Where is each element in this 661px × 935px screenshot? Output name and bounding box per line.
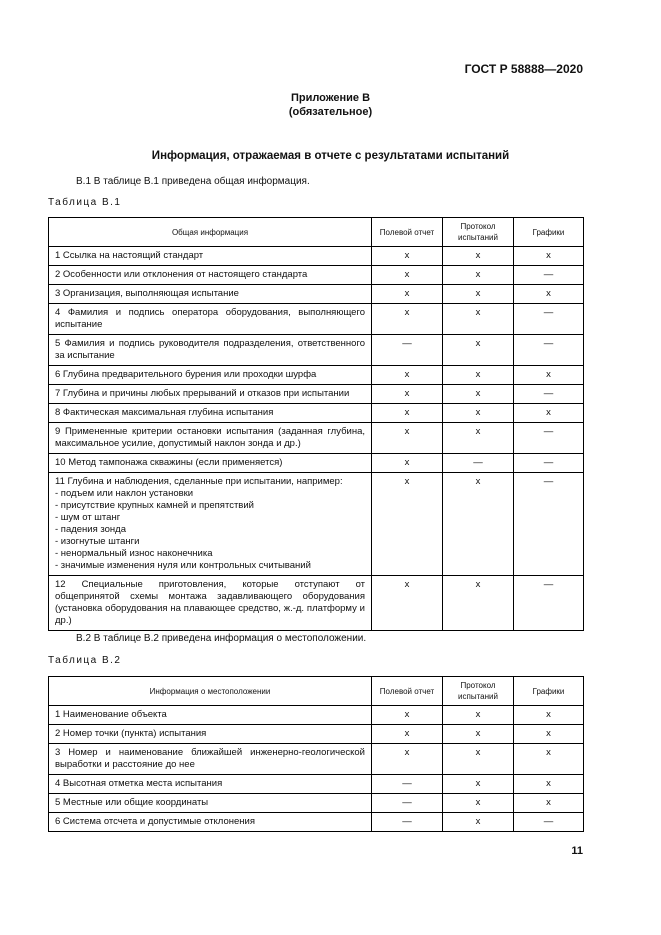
row-text: 5 Фамилия и подпись руководителя подразделения, ответственного за испытание xyxy=(55,338,365,361)
row-description xyxy=(49,454,372,473)
table-row xyxy=(49,454,584,473)
row-mark-c3: — xyxy=(514,385,584,404)
row-mark-c3: x xyxy=(514,744,584,775)
table-row xyxy=(49,304,584,335)
row-mark-c2: x xyxy=(443,576,514,631)
row-mark-c3: — xyxy=(514,335,584,366)
table-row xyxy=(49,423,584,454)
table-location-info xyxy=(48,676,584,832)
table-header-row xyxy=(49,218,584,247)
table-row xyxy=(49,285,584,304)
row-subitem: - шум от штанг xyxy=(55,512,121,523)
row-mark-c1: x xyxy=(372,385,443,404)
row-mark-c2: — xyxy=(443,454,514,473)
table-row xyxy=(49,813,584,832)
row-mark-c2: x xyxy=(443,813,514,832)
row-text: 4 Высотная отметка места испытания xyxy=(55,778,223,789)
row-mark-c3: x xyxy=(514,706,584,725)
row-text: 7 Глубина и причины любых прерываний и отказов при испытании xyxy=(55,388,350,399)
table-row xyxy=(49,266,584,285)
row-description xyxy=(49,744,372,775)
row-mark-c3: x xyxy=(514,725,584,744)
row-mark-c1: x xyxy=(372,454,443,473)
row-mark-c1: x xyxy=(372,576,443,631)
row-mark-c3: — xyxy=(514,473,584,576)
row-mark-c1: x xyxy=(372,706,443,725)
table-row xyxy=(49,744,584,775)
row-description xyxy=(49,247,372,266)
table-row xyxy=(49,335,584,366)
row-description xyxy=(49,813,372,832)
row-mark-c3: — xyxy=(514,576,584,631)
row-mark-c2: x xyxy=(443,775,514,794)
table-row xyxy=(49,247,584,266)
row-description xyxy=(49,304,372,335)
row-mark-c2: x xyxy=(443,725,514,744)
row-mark-c2: x xyxy=(443,404,514,423)
row-mark-c2: x xyxy=(443,423,514,454)
row-mark-c1: — xyxy=(372,775,443,794)
row-description xyxy=(49,794,372,813)
row-mark-c1: x xyxy=(372,285,443,304)
paragraph-b2: В.2 В таблице В.2 приведена информация о местоположении. xyxy=(76,633,367,644)
row-text: 6 Глубина предварительного бурения или проходки шурфа xyxy=(55,369,317,380)
row-mark-c1: x xyxy=(372,725,443,744)
table-row xyxy=(49,404,584,423)
row-mark-c1: — xyxy=(372,335,443,366)
row-mark-c2: x xyxy=(443,706,514,725)
table-row xyxy=(49,725,584,744)
table-row xyxy=(49,775,584,794)
row-mark-c3: — xyxy=(514,454,584,473)
col-header-protocol: Протокол испытаний xyxy=(443,218,514,247)
col-header-graphs: Графики xyxy=(514,218,584,247)
row-subitem: - подъем или наклон установки xyxy=(55,488,194,499)
row-text: 4 Фамилия и подпись оператора оборудования, выполняющего испытание xyxy=(55,307,365,330)
row-mark-c1: x xyxy=(372,473,443,576)
row-description xyxy=(49,366,372,385)
row-description xyxy=(49,404,372,423)
standard-number: ГОСТ Р 58888—2020 xyxy=(464,62,583,76)
row-mark-c1: x xyxy=(372,744,443,775)
row-text: 2 Особенности или отклонения от настоящего стандарта xyxy=(55,269,308,280)
col-header-field-report: Полевой отчет xyxy=(372,677,443,706)
row-mark-c3: x xyxy=(514,247,584,266)
row-text: 6 Система отсчета и допустимые отклонения xyxy=(55,816,255,827)
table-row xyxy=(49,385,584,404)
row-text: 3 Организация, выполняющая испытание xyxy=(55,288,239,299)
row-description xyxy=(49,266,372,285)
row-mark-c1: x xyxy=(372,366,443,385)
appendix-title: Приложение В xyxy=(290,92,371,104)
row-subitem: - ненормальный износ наконечника xyxy=(55,548,213,559)
row-mark-c3: x xyxy=(514,404,584,423)
table2-label: Таблица В.2 xyxy=(48,655,122,666)
row-description xyxy=(49,706,372,725)
row-mark-c2: x xyxy=(443,304,514,335)
row-text: 8 Фактическая максимальная глубина испытания xyxy=(55,407,274,418)
table1-label: Таблица В.1 xyxy=(48,197,122,208)
row-text: 11 Глубина и наблюдения, сделанные при испытании, например: xyxy=(55,476,343,487)
row-text: 2 Номер точки (пункта) испытания xyxy=(55,728,207,739)
row-mark-c2: x xyxy=(443,335,514,366)
row-text: 9 Примененные критерии остановки испытания (заданная глубина, максимальное усилие, допустимый наклон зонда и др.) xyxy=(55,426,365,449)
table-row xyxy=(49,473,584,576)
row-mark-c2: x xyxy=(443,266,514,285)
table-row xyxy=(49,576,584,631)
row-text: 3 Номер и наименование ближайшей инженерно-геологической выработки и расстояние до нее xyxy=(55,747,365,770)
row-mark-c2: x xyxy=(443,285,514,304)
row-mark-c1: x xyxy=(372,404,443,423)
row-mark-c1: — xyxy=(372,794,443,813)
table-row xyxy=(49,794,584,813)
col-header-graphs: Графики xyxy=(514,677,584,706)
row-subitem: - значимые изменения нуля или контрольных считываний xyxy=(55,560,311,571)
row-mark-c2: x xyxy=(443,366,514,385)
row-description xyxy=(49,576,372,631)
row-mark-c3: x xyxy=(514,285,584,304)
row-mark-c3: — xyxy=(514,266,584,285)
row-mark-c1: — xyxy=(372,813,443,832)
row-mark-c3: — xyxy=(514,813,584,832)
table-row xyxy=(49,366,584,385)
row-text: 5 Местные или общие координаты xyxy=(55,797,209,808)
row-mark-c3: x xyxy=(514,775,584,794)
row-description xyxy=(49,775,372,794)
col-header-info: Информация о местоположении xyxy=(49,677,372,706)
row-description xyxy=(49,385,372,404)
row-mark-c3: — xyxy=(514,423,584,454)
table-header-row xyxy=(49,677,584,706)
page-number: 11 xyxy=(571,845,583,857)
row-subitem: - присутствие крупных камней и препятствий xyxy=(55,500,254,511)
row-mark-c2: x xyxy=(443,385,514,404)
row-description xyxy=(49,725,372,744)
row-description xyxy=(49,473,372,576)
row-mark-c1: x xyxy=(372,266,443,285)
section-title: Информация, отражаемая в отчете с результатами испытаний xyxy=(151,150,510,162)
row-mark-c1: x xyxy=(372,304,443,335)
row-description xyxy=(49,285,372,304)
col-header-field-report: Полевой отчет xyxy=(372,218,443,247)
row-mark-c2: x xyxy=(443,794,514,813)
col-header-info: Общая информация xyxy=(49,218,372,247)
appendix-status: (обязательное) xyxy=(288,106,373,118)
row-description xyxy=(49,423,372,454)
row-mark-c3: x xyxy=(514,366,584,385)
row-mark-c2: x xyxy=(443,744,514,775)
row-subitem: - падения зонда xyxy=(55,524,126,535)
row-mark-c3: x xyxy=(514,794,584,813)
row-mark-c3: — xyxy=(514,304,584,335)
row-mark-c1: x xyxy=(372,247,443,266)
row-mark-c2: x xyxy=(443,247,514,266)
row-text: 12 Специальные приготовления, которые отступают от общепринятой схемы монтажа задавливающего оборудования (установка оборудования на плавающее средство, ж.-д. платформу и др.) xyxy=(55,579,365,626)
paragraph-b1: В.1 В таблице В.1 приведена общая информация. xyxy=(76,176,310,187)
row-mark-c2: x xyxy=(443,473,514,576)
row-mark-c1: x xyxy=(372,423,443,454)
appendix-heading xyxy=(0,91,661,119)
row-subitem: - изогнутые штанги xyxy=(55,536,140,547)
row-description xyxy=(49,335,372,366)
row-text: 1 Наименование объекта xyxy=(55,709,167,720)
row-text: 10 Метод тампонажа скважины (если применяется) xyxy=(55,457,283,468)
col-header-protocol: Протокол испытаний xyxy=(443,677,514,706)
table-row xyxy=(49,706,584,725)
table-general-info xyxy=(48,217,584,631)
row-text: 1 Ссылка на настоящий стандарт xyxy=(55,250,204,261)
